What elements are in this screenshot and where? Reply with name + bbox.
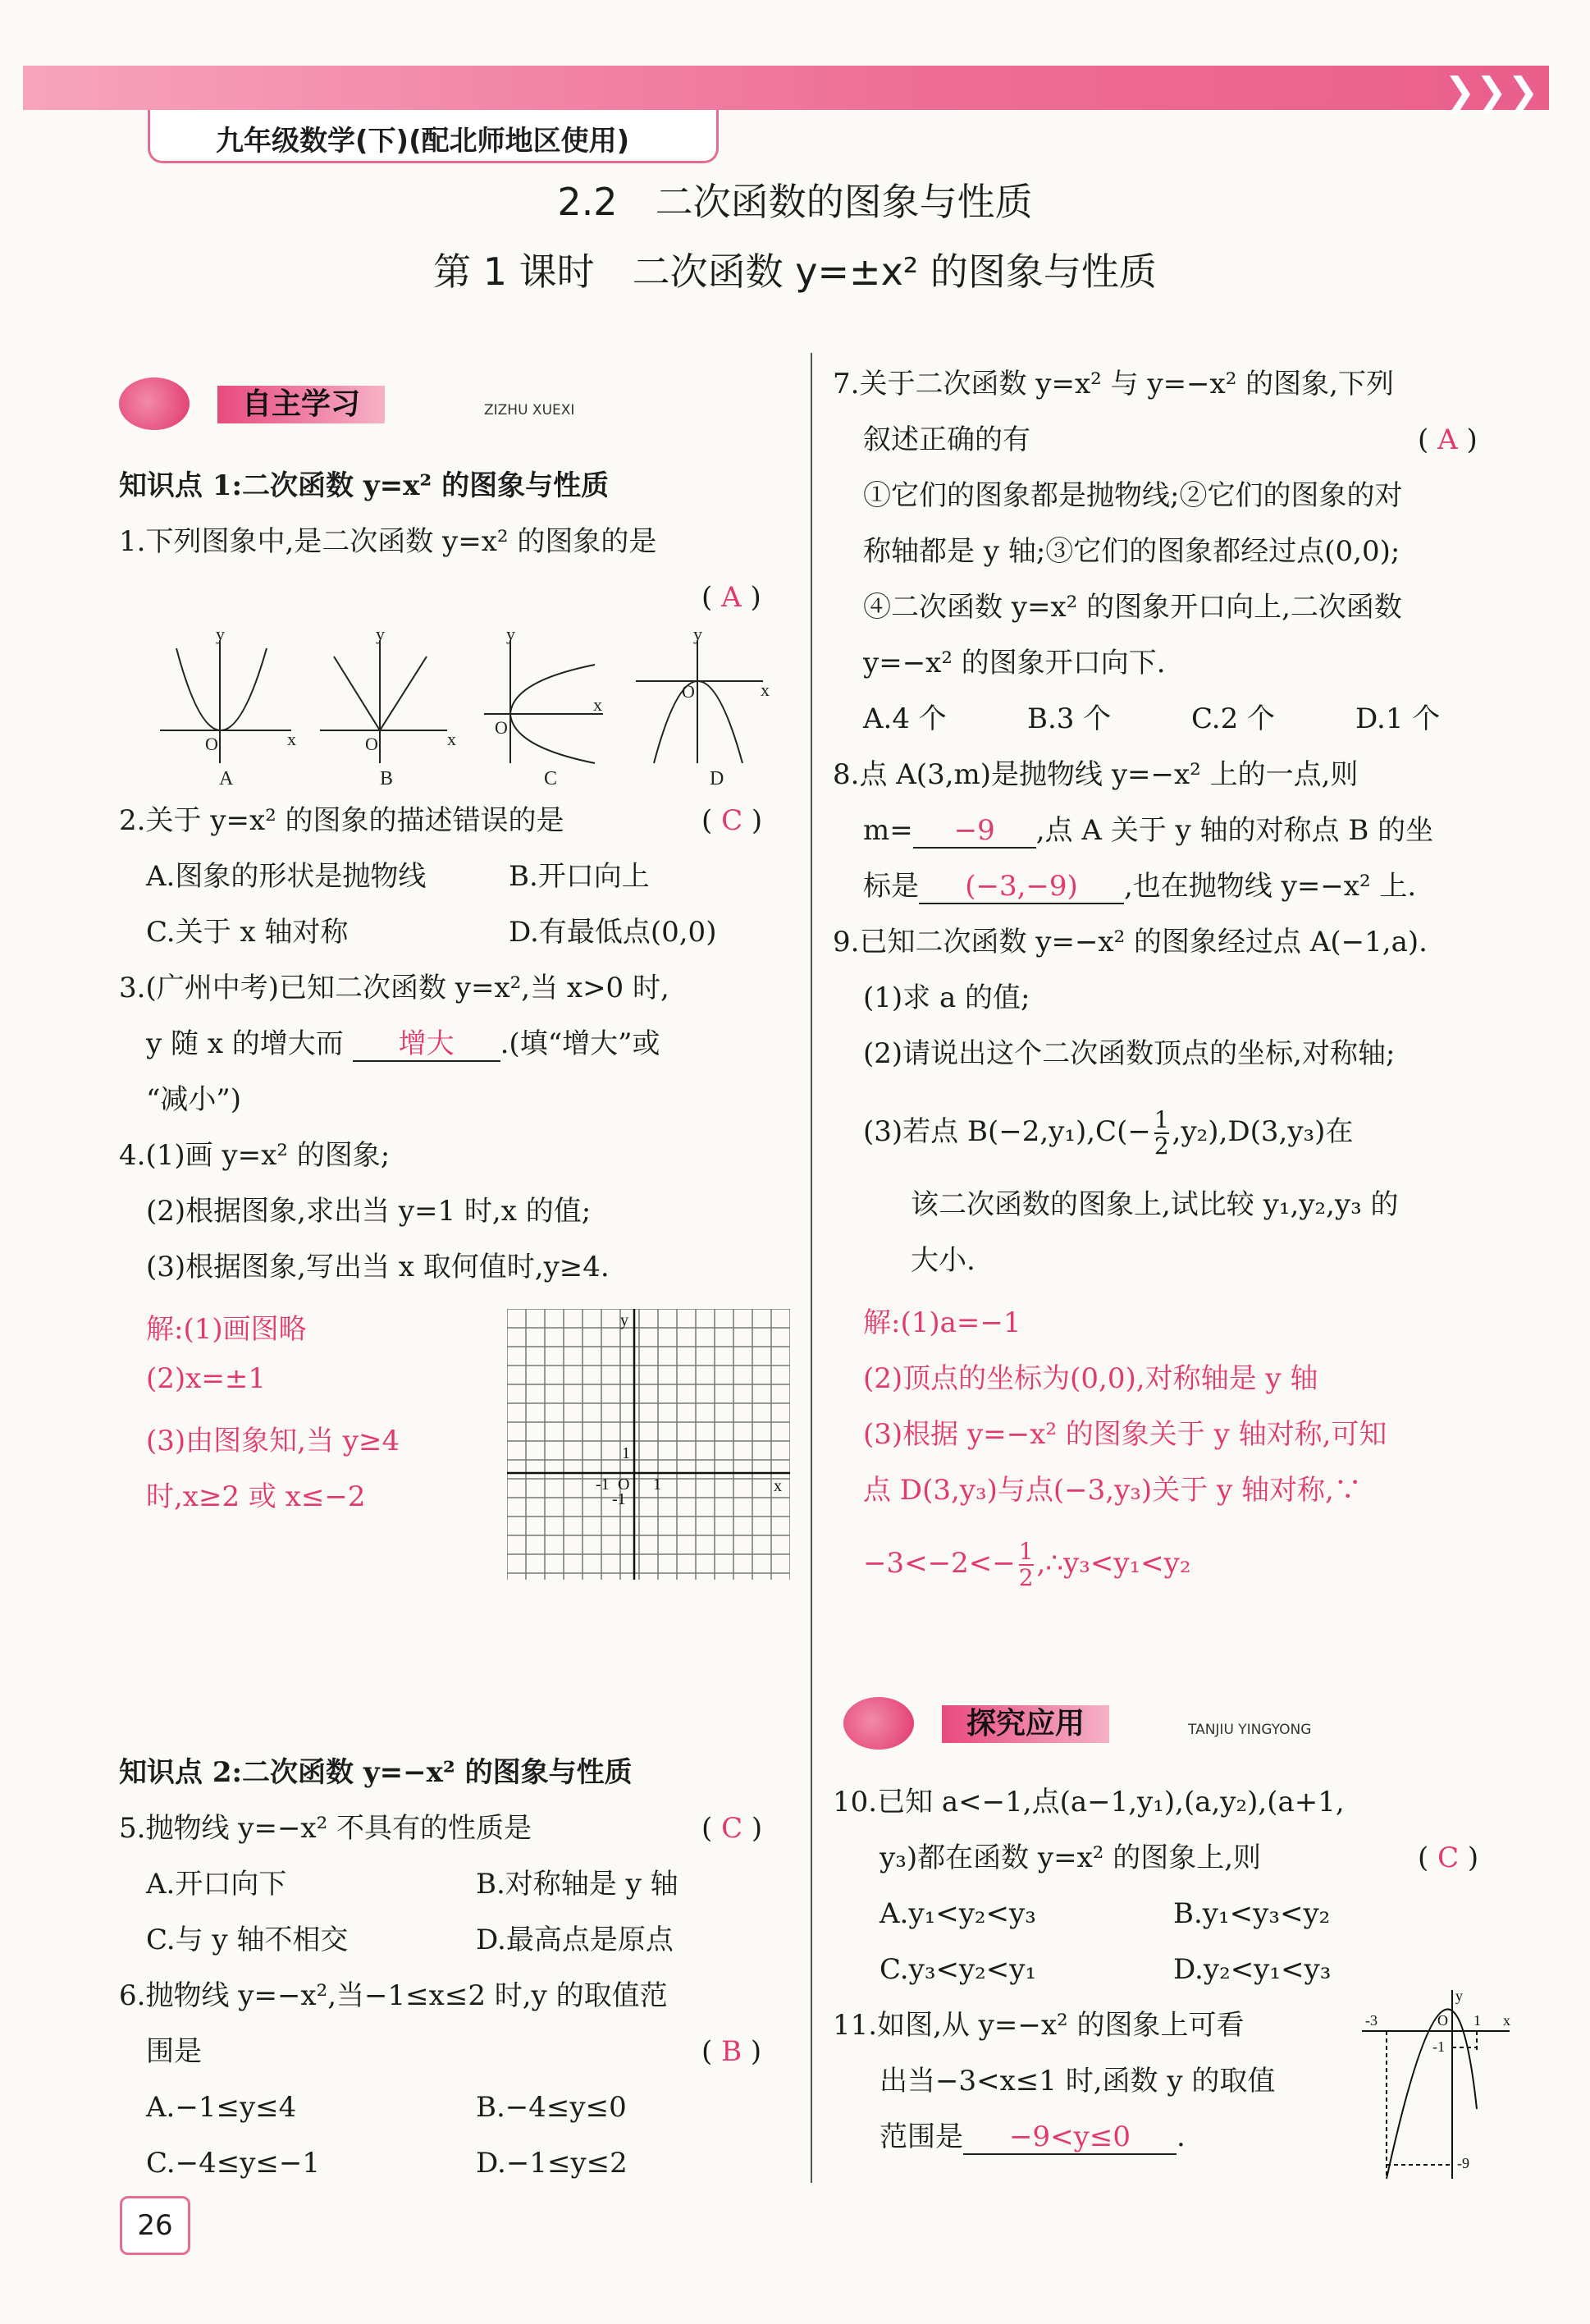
q10-option-b: B.y₁<y₃<y₂	[1173, 1897, 1331, 1930]
pencil-logo-icon	[843, 1697, 914, 1750]
q3-line2: y 随 x 的增大而 增大 .(填“增大”或	[146, 1027, 660, 1060]
q2-stem: 2.关于 y=x² 的图象的描述错误的是	[119, 804, 564, 837]
q7-line4: 称轴都是 y 轴;③它们的图象都经过点(0,0);	[863, 535, 1400, 568]
q4-line3: (3)根据图象,写出当 x 取何值时,y≥4.	[146, 1251, 610, 1283]
q1-b-y-label: y	[376, 632, 385, 644]
q1-a-y-label: y	[216, 632, 225, 644]
q11-neg1: -1	[1432, 2038, 1445, 2055]
q10-option-d: D.y₂<y₁<y₃	[1173, 1953, 1332, 1986]
q4-grid	[507, 1309, 790, 1580]
grid-y-label: y	[620, 1311, 628, 1329]
q1-option-c: C	[544, 768, 558, 788]
q9-line2: (1)求 a 的值;	[863, 981, 1030, 1014]
q5-option-d: D.最高点是原点	[476, 1924, 674, 1956]
page-number: 26	[120, 2196, 190, 2255]
q10-option-c: C.y₃<y₂<y₁	[880, 1953, 1037, 1986]
column-divider	[811, 353, 812, 2183]
q11-neg3: -3	[1365, 2012, 1378, 2029]
q1-graphs	[152, 632, 792, 788]
grid-neg1-x: -1	[596, 1475, 610, 1494]
q11-y-label: y	[1455, 1988, 1463, 2004]
q7-line5: ④二次函数 y=x² 的图象开口向上,二次函数	[863, 591, 1402, 624]
q10-line2: y₃)都在函数 y=x² 的图象上,则	[880, 1841, 1262, 1874]
q2-option-a: A.图象的形状是抛物线	[146, 860, 427, 893]
q11-figure	[1354, 1986, 1518, 2183]
section-pinyin: ZIZHU XUEXI	[484, 402, 575, 419]
q3-blank: 增大	[353, 1027, 500, 1062]
q6-option-b: B.−4≤y≤0	[476, 2091, 627, 2124]
q7-option-b: B.3 个	[1027, 702, 1112, 735]
q1-stem: 1.下列图象中,是二次函数 y=x² 的图象的是	[119, 525, 657, 558]
q10-line1: 10.已知 a<−1,点(a−1,y₁),(a,y₂),(a+1,	[833, 1786, 1345, 1818]
q5-stem: 5.抛物线 y=−x² 不具有的性质是	[119, 1812, 532, 1845]
section-label: 探究应用	[942, 1705, 1109, 1743]
q9-line3: (2)请说出这个二次函数顶点的坐标,对称轴;	[863, 1037, 1396, 1070]
q4-solution-2: (2)x=±1	[146, 1362, 266, 1395]
q9-line4: (3)若点 B(−2,y₁),C(− $\frac{1}{2}$ ,y₂),D(3,y₃)在	[863, 1106, 1354, 1160]
q1-d-origin: O	[682, 681, 695, 702]
q8-blank-b: (−3,−9)	[919, 870, 1124, 904]
q4-line2: (2)根据图象,求出当 y=1 时,x 的值;	[146, 1195, 592, 1228]
explore-heading	[843, 1697, 1385, 1750]
knowledge-point-1: 知识点 1:二次函数 y=x² 的图象与性质	[119, 469, 610, 502]
q8-blank-m: −9	[913, 814, 1036, 849]
knowledge-point-2: 知识点 2:二次函数 y=−x² 的图象与性质	[119, 1756, 633, 1789]
q11-blank: −9<y≤0	[963, 2120, 1177, 2155]
book-title: 九年级数学(下)(配北师地区使用)	[216, 125, 630, 158]
q8-line2: m= −9 ,点 A 关于 y 轴的对称点 B 的坐	[863, 814, 1434, 847]
q2-option-d: D.有最低点(0,0)	[509, 916, 717, 949]
q2-option-b: B.开口向上	[509, 860, 650, 893]
header-banner	[23, 66, 1549, 110]
q1-option-d: D	[710, 768, 724, 788]
q11-neg9: -9	[1457, 2155, 1469, 2171]
q1-d-x-label: x	[761, 679, 770, 700]
q8-line1: 8.点 A(3,m)是抛物线 y=−x² 上的一点,则	[833, 758, 1359, 791]
lesson-title: 第 1 课时 二次函数 y=±x² 的图象与性质	[433, 249, 1157, 294]
q1-option-b: B	[380, 768, 394, 788]
q1-a-x-label: x	[287, 729, 296, 749]
q1-c-x-label: x	[593, 694, 602, 715]
q10-answer-bracket: ( C )	[1418, 1841, 1479, 1874]
q6-line1: 6.抛物线 y=−x²,当−1≤x≤2 时,y 的取值范	[119, 1979, 668, 2012]
q1-b-x-label: x	[447, 729, 456, 749]
q7-option-a: A.4 个	[863, 702, 947, 735]
q7-option-d: D.1 个	[1355, 702, 1441, 735]
q11-one: 1	[1473, 2012, 1481, 2029]
q5-option-a: A.开口向下	[146, 1868, 287, 1901]
q1-c-y-label: y	[506, 632, 515, 644]
q4-solution-1: 解:(1)画图略	[146, 1313, 307, 1346]
grid-neg1-y: -1	[612, 1490, 626, 1508]
q2-answer-bracket: ( C )	[701, 804, 763, 837]
grid-one-x: 1	[653, 1475, 661, 1494]
grid-origin: O	[618, 1475, 630, 1494]
q11-x-label: x	[1503, 2012, 1510, 2029]
q11-line3: 范围是 −9<y≤0 .	[880, 2120, 1186, 2153]
q1-c-origin: O	[495, 717, 508, 738]
header-tab	[148, 110, 719, 163]
q4-solution-4: 时,x≥2 或 x≤−2	[146, 1480, 366, 1513]
q6-option-d: D.−1≤y≤2	[476, 2147, 628, 2180]
q3-line1: 3.(广州中考)已知二次函数 y=x²,当 x>0 时,	[119, 972, 669, 1004]
q1-d-y-label: y	[693, 632, 702, 644]
section-label: 自主学习	[217, 386, 385, 423]
q1-b-origin: O	[365, 734, 378, 754]
self-study-heading	[119, 377, 660, 430]
q9-line5: 该二次函数的图象上,试比较 y₁,y₂,y₃ 的	[911, 1188, 1399, 1221]
grid-x-label: x	[774, 1477, 782, 1495]
q1-a-origin: O	[205, 734, 218, 754]
q11-line1: 11.如图,从 y=−x² 的图象上可看	[833, 2009, 1245, 2042]
q6-option-c: C.−4≤y≤−1	[146, 2147, 321, 2180]
q10-option-a: A.y₁<y₂<y₃	[880, 1897, 1036, 1930]
q4-line1: 4.(1)画 y=x² 的图象;	[119, 1139, 391, 1172]
q9-solution-3: (3)根据 y=−x² 的图象关于 y 轴对称,可知	[863, 1418, 1387, 1451]
chevron-right-icon: ❯❯❯	[1444, 69, 1539, 113]
q6-line2: 围是	[146, 2035, 202, 2068]
q9-solution-4: 点 D(3,y₃)与点(−3,y₃)关于 y 轴对称,∵	[863, 1474, 1362, 1507]
q9-solution-5: −3<−2<− $\frac{1}{2}$ ,∴y₃<y₁<y₂	[863, 1538, 1191, 1591]
q9-solution-2: (2)顶点的坐标为(0,0),对称轴是 y 轴	[863, 1362, 1318, 1395]
q5-answer-bracket: ( C )	[701, 1812, 763, 1845]
q5-option-c: C.与 y 轴不相交	[146, 1924, 349, 1956]
section-title: 2.2 二次函数的图象与性质	[557, 180, 1033, 224]
q7-answer-bracket: ( A )	[1418, 423, 1478, 456]
q7-line2: 叙述正确的有	[863, 423, 1030, 456]
q4-solution-3: (3)由图象知,当 y≥4	[146, 1425, 400, 1457]
q5-option-b: B.对称轴是 y 轴	[476, 1868, 678, 1901]
q6-answer-bracket: ( B )	[701, 2035, 762, 2068]
q2-option-c: C.关于 x 轴对称	[146, 916, 349, 949]
q11-origin: O	[1437, 2012, 1448, 2029]
q7-line6: y=−x² 的图象开口向下.	[863, 647, 1166, 679]
grid-one-y: 1	[622, 1444, 630, 1462]
q1-answer-bracket: ( A )	[701, 581, 761, 614]
q7-line1: 7.关于二次函数 y=x² 与 y=−x² 的图象,下列	[833, 368, 1394, 400]
q9-line6: 大小.	[911, 1244, 975, 1277]
q3-line3: “减小”)	[146, 1083, 242, 1116]
q6-option-a: A.−1≤y≤4	[146, 2091, 297, 2124]
q9-line1: 9.已知二次函数 y=−x² 的图象经过点 A(−1,a).	[833, 926, 1428, 958]
q1-option-a: A	[219, 768, 234, 788]
q9-solution-1: 解:(1)a=−1	[863, 1306, 1021, 1339]
section-pinyin: TANJIU YINGYONG	[1188, 1722, 1312, 1738]
q11-line2: 出当−3<x≤1 时,函数 y 的取值	[880, 2065, 1276, 2098]
pencil-logo-icon	[119, 377, 190, 430]
q7-line3: ①它们的图象都是抛物线;②它们的图象的对	[863, 479, 1403, 512]
q8-line3: 标是 (−3,−9) ,也在抛物线 y=−x² 上.	[863, 870, 1417, 903]
q7-option-c: C.2 个	[1191, 702, 1276, 735]
